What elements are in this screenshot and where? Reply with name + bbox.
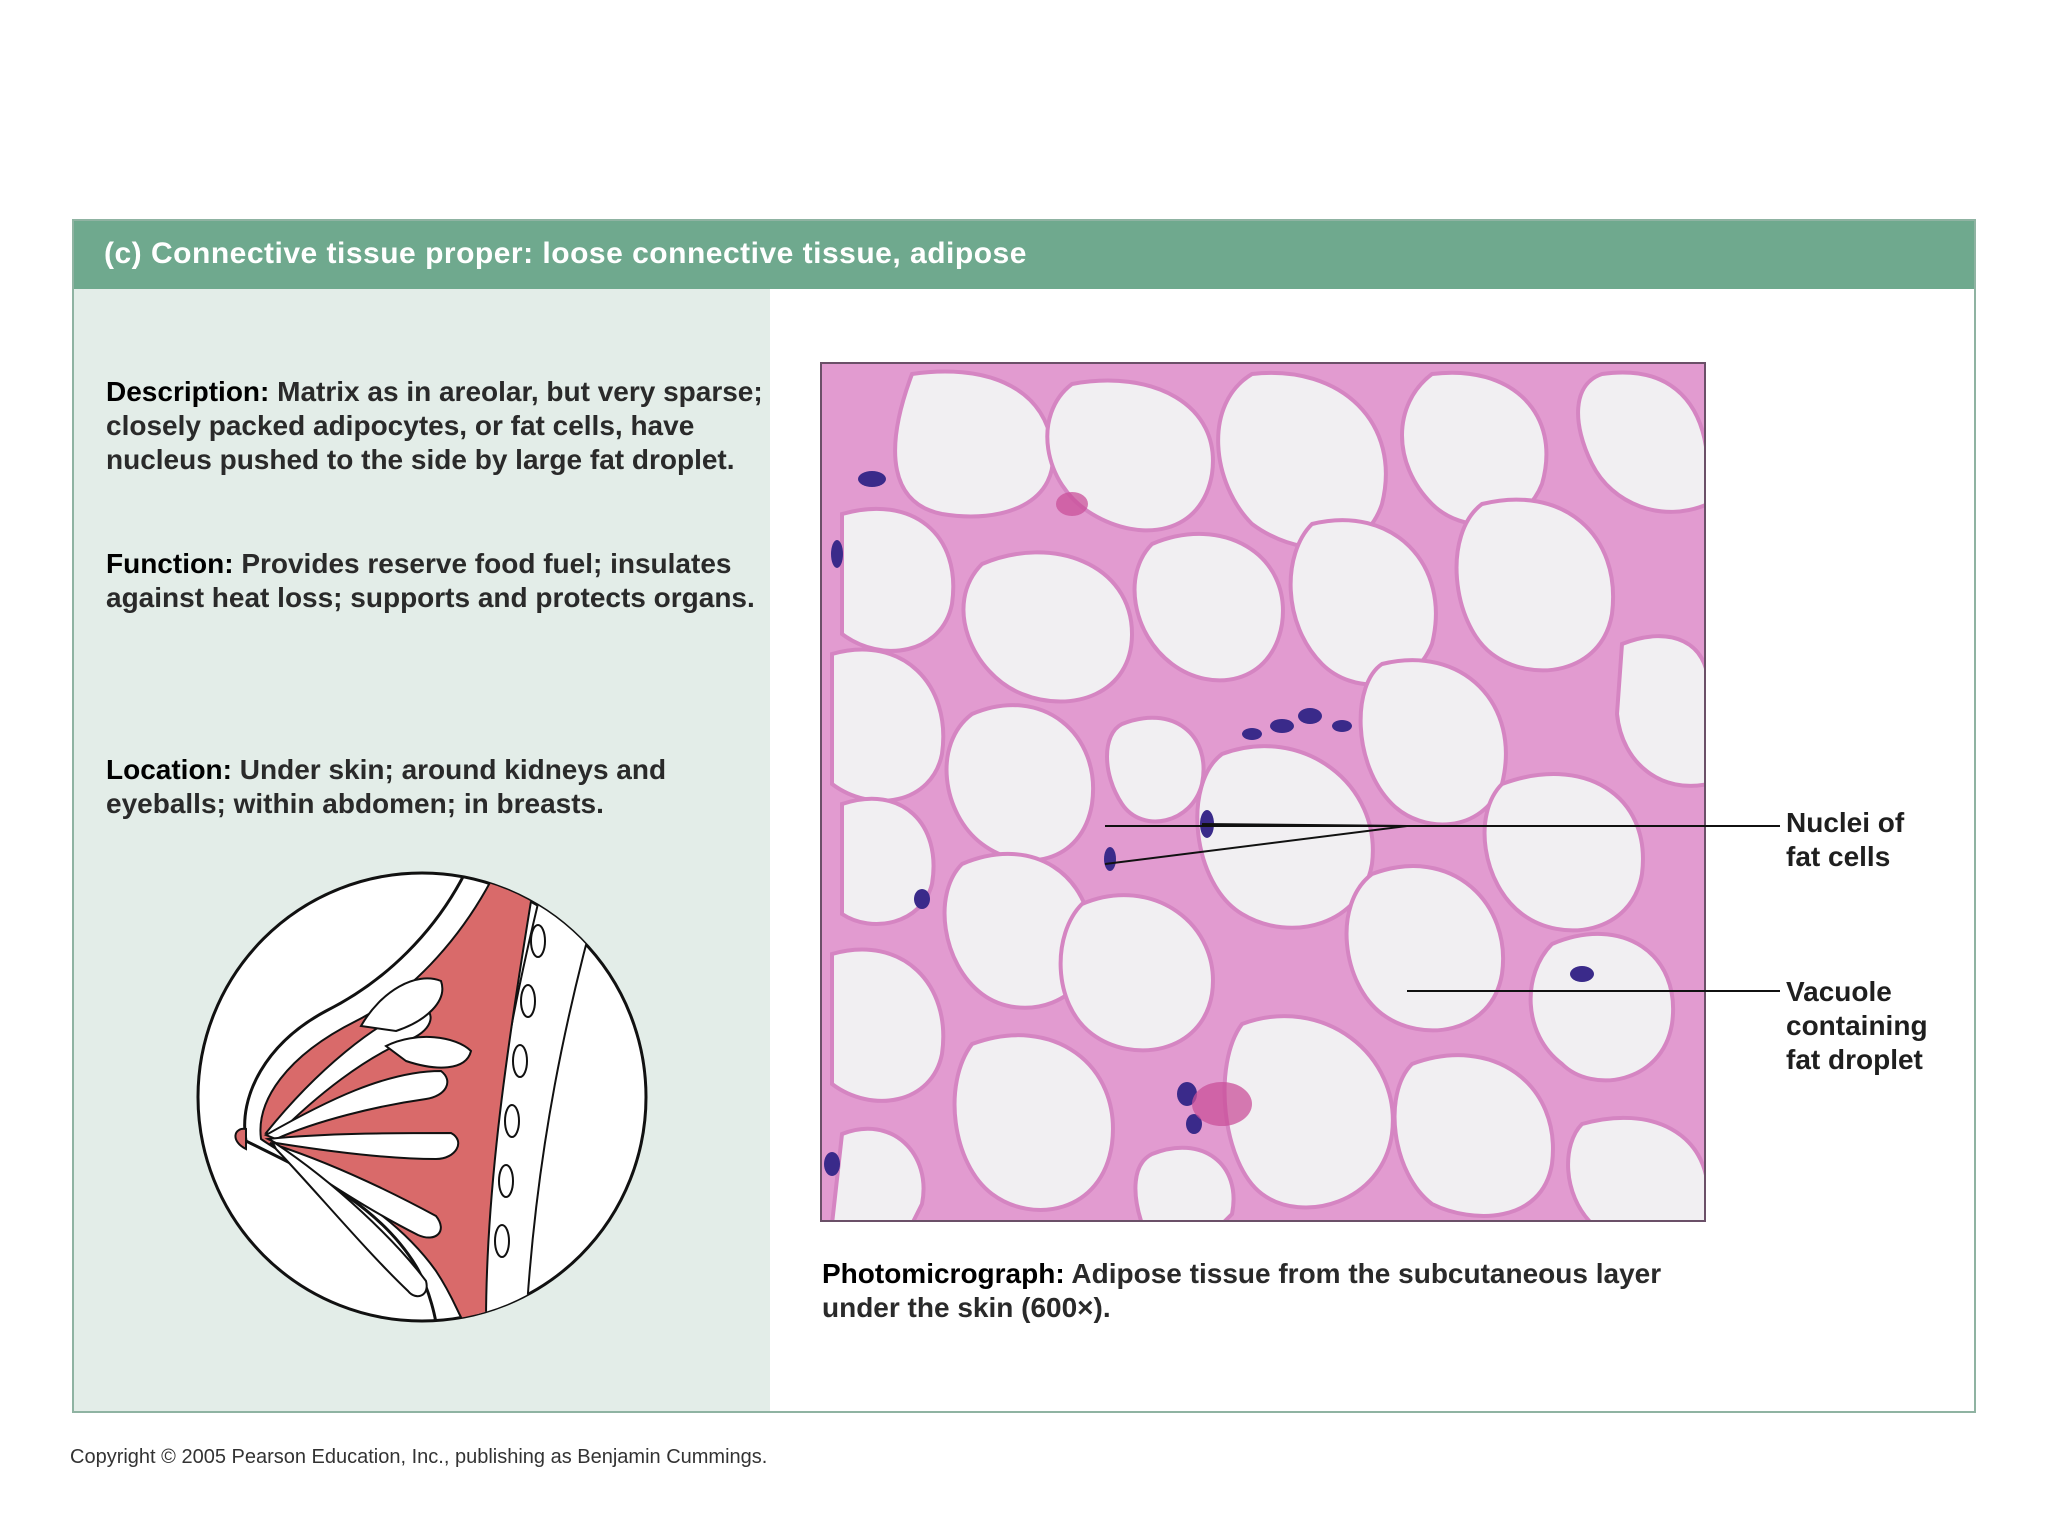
function-text: Provides reserve food fuel; insulates against heat loss; supports and protects organs. <box>106 548 755 613</box>
header-bar <box>74 221 1974 289</box>
location-block <box>106 753 766 821</box>
nuclei-callout-label: Nuclei of fat cells <box>1786 807 1905 872</box>
caption-text: Adipose tissue from the subcutaneous layer under the skin (600×). <box>822 1258 1662 1323</box>
info-column <box>74 289 770 1411</box>
description-block <box>106 375 766 477</box>
copyright-notice: Copyright © 2005 Pearson Education, Inc., publishing as Benjamin Cummings. <box>70 1446 768 1468</box>
caption-label: Photomicrograph: <box>822 1258 1065 1289</box>
figure-panel <box>72 219 1976 1413</box>
micrograph-caption <box>822 1257 1722 1325</box>
function-block <box>106 547 766 615</box>
figure-title: (c) Connective tissue proper: loose connective tissue, adipose <box>104 237 1027 270</box>
function-label: Function: <box>106 548 234 579</box>
adipose-photomicrograph <box>820 362 1706 1222</box>
description-text: Matrix as in areolar, but very sparse; closely packed adipocytes, or fat cells, have nucleus pushed to the side by large fat droplet. <box>106 376 763 475</box>
adipose-tissue-image <box>822 364 1706 1222</box>
breast-cross-section-icon <box>186 871 658 1323</box>
location-text: Under skin; around kidneys and eyeballs; within abdomen; in breasts. <box>106 754 667 819</box>
location-label: Location: <box>106 754 232 785</box>
description-label: Description: <box>106 376 270 407</box>
vacuole-callout-label: Vacuole containing fat droplet <box>1786 976 1928 1075</box>
